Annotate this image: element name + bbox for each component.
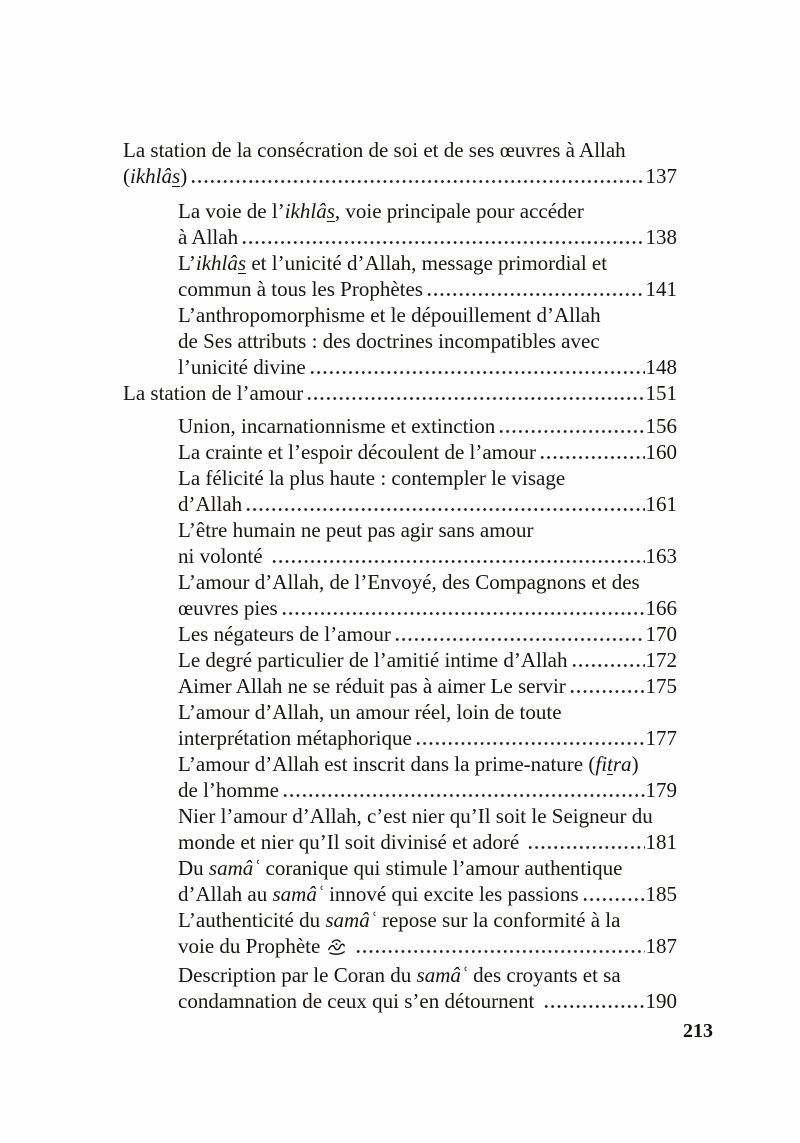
toc-text-segment: samâʿ [416, 963, 468, 987]
toc-text-segment: coranique qui stimule l’amour authentique [260, 856, 623, 880]
toc-entry-text [178, 354, 306, 380]
toc-entry-text [178, 673, 566, 699]
toc-entry-page-number: 137 [645, 164, 677, 188]
page-number-folio: 213 [683, 1020, 713, 1042]
toc-entry [123, 413, 677, 439]
toc-entry [123, 517, 677, 569]
toc-text-segment: L’anthropomorphisme et le dépouillement d’Allah [178, 303, 601, 327]
toc-entry-last-line [178, 595, 677, 621]
toc-text-segment: œuvres pies [178, 596, 278, 620]
toc-entry-page-number: 156 [645, 414, 677, 438]
toc-entry [123, 647, 677, 673]
toc-entry-text-line [178, 198, 677, 224]
dot-leader [282, 785, 645, 797]
toc-entry-text [178, 621, 391, 647]
toc-entry [123, 621, 677, 647]
toc-text-segment: La station de la consécration de soi et de ses œuvres à Allah [123, 138, 626, 162]
toc-text-segment: repose sur la conformité à la [376, 908, 621, 932]
toc-entry-text [178, 543, 268, 569]
toc-entry-text [178, 276, 423, 302]
toc-entry-text-line [178, 569, 677, 595]
toc-entry-last-line [178, 354, 677, 380]
toc-text-segment: à Allah [178, 225, 239, 249]
toc-text-segment: de Ses attributs : des doctrines incompatibles avec [178, 329, 600, 353]
toc-text-segment: Les négateurs de l’amour [178, 622, 391, 646]
toc-entry-last-line [178, 988, 677, 1014]
toc-entry-text [178, 595, 278, 621]
toc-entry-last-line [178, 491, 677, 517]
toc-entry-last-line [123, 163, 677, 189]
toc-text-segment: L’amour d’Allah, de l’Envoyé, des Compagnons et des [178, 570, 640, 594]
dot-leader [271, 551, 645, 563]
dot-leader [571, 655, 645, 667]
toc-entry-text-line [178, 907, 677, 933]
toc-entry [123, 137, 677, 189]
dot-leader [394, 629, 645, 641]
toc-text-segment: samâʿ [325, 908, 377, 932]
toc-entry-text-line [178, 302, 677, 328]
toc-text-segment: , voie principale pour accéder [334, 199, 584, 223]
toc-text-segment: ikhlâ [130, 164, 172, 188]
dot-leader [281, 603, 645, 615]
toc-entry-text [123, 380, 303, 406]
toc-entry-last-line [178, 829, 677, 855]
dot-leader [527, 837, 644, 849]
toc-entry [123, 803, 677, 855]
toc-entry-page-number: 151 [645, 381, 677, 405]
toc-entry-last-line [178, 439, 677, 465]
dot-leader [426, 284, 645, 296]
toc-entry-text [178, 829, 524, 855]
toc-entry-last-line [178, 725, 677, 751]
toc-text-segment: ikhlâ [284, 199, 327, 223]
toc-text-segment: Nier l’amour d’Allah, c’est nier qu’Il soit le Seigneur du [178, 804, 653, 828]
toc-text-segment: ) [180, 164, 188, 188]
toc-text-segment: L’ [178, 251, 196, 275]
toc-entry [123, 699, 677, 751]
toc-entry-text [123, 163, 187, 189]
dot-leader [355, 941, 645, 953]
toc-entry-page-number: 138 [645, 225, 677, 249]
toc-text-segment: ikhlâ [195, 251, 238, 275]
toc-entry-last-line [178, 543, 677, 569]
toc-entry-text [178, 224, 238, 250]
toc-entry-last-line [178, 621, 677, 647]
dot-leader [190, 171, 644, 183]
dot-leader [415, 733, 645, 745]
toc-entry-text-line [123, 137, 677, 163]
toc-entry-last-line [178, 224, 677, 250]
toc-entry-text-line [178, 699, 677, 725]
toc-entry-page-number: 170 [645, 622, 677, 646]
toc-entry [123, 439, 677, 465]
toc-entry [123, 302, 677, 380]
toc-text-segment: L’être humain ne peut pas agir sans amour [178, 518, 534, 542]
toc-text-segment: L’authenticité du [178, 908, 326, 932]
toc-text-segment: samâʿ [272, 882, 324, 906]
toc-entry [123, 465, 677, 517]
toc-text-segment: ni volonté [178, 544, 268, 568]
toc-entry [123, 673, 677, 699]
toc-text-segment: interprétation métaphorique [178, 726, 412, 750]
toc-entry-text [178, 933, 352, 962]
dot-leader [241, 232, 644, 244]
toc-text-segment: La crainte et l’espoir découlent de l’amour [178, 440, 537, 464]
toc-text-segment: voie du Prophète [178, 934, 326, 958]
toc-entry-page-number: 185 [645, 882, 677, 906]
toc-text-segment: des croyants et sa [467, 963, 621, 987]
toc-entry-text [178, 491, 242, 517]
toc-text-segment: Aimer Allah ne se réduit pas à aimer Le servir [178, 674, 566, 698]
toc-entry [123, 198, 677, 250]
toc-entry-page-number: 177 [645, 726, 677, 750]
toc-entry-last-line [178, 777, 677, 803]
toc-entry-last-line [178, 276, 677, 302]
toc-text-segment: et l’unicité d’Allah, message primordial et [246, 251, 608, 275]
toc-entry-text [178, 881, 579, 907]
toc-entry [123, 250, 677, 302]
dot-leader [306, 388, 644, 400]
toc-text-segment: commun à tous les Prophètes [178, 277, 423, 301]
toc-entry-page-number: 141 [645, 277, 677, 301]
toc-entry-text-line [178, 517, 677, 543]
dot-leader [245, 499, 644, 511]
toc-entry-last-line [178, 673, 677, 699]
toc-entry-text [178, 725, 412, 751]
toc-text-segment: monde et nier qu’Il soit divinisé et adoré [178, 830, 525, 854]
toc-text-segment: d’Allah au [178, 882, 273, 906]
toc-entry-page-number: 148 [645, 355, 677, 379]
toc-entry-last-line [178, 647, 677, 673]
dot-leader [539, 447, 644, 459]
toc-text-segment: de l’homme [178, 778, 279, 802]
toc-text-segment: s [326, 199, 335, 223]
toc-text-segment: ) [631, 752, 639, 776]
toc-entry-page-number: 166 [645, 596, 677, 620]
toc-text-segment: Description par le Coran du [178, 963, 417, 987]
toc-text-segment: Du [178, 856, 209, 880]
toc-entry-page-number: 161 [645, 492, 677, 516]
toc-entry-text-line [178, 328, 677, 354]
toc-text-segment: d’Allah [178, 492, 243, 516]
toc-entry-last-line [178, 933, 677, 962]
dot-leader [498, 421, 644, 433]
toc-entry-page-number: 179 [645, 778, 677, 802]
toc-entry-text-line [178, 751, 677, 777]
toc-entry [123, 569, 677, 621]
toc-entry-page-number: 160 [645, 440, 677, 464]
toc-entry-text [178, 988, 540, 1014]
toc-entry-page-number: 172 [645, 648, 677, 672]
toc-entry [123, 907, 677, 962]
dot-leader [309, 362, 645, 374]
toc-entry-last-line [178, 881, 677, 907]
toc-entry [123, 855, 677, 907]
toc-entry-last-line [178, 413, 677, 439]
toc-entry-last-line [123, 380, 677, 406]
toc-text-segment: Union, incarnationnisme et extinction [178, 414, 496, 438]
toc-entry-text [178, 647, 568, 673]
toc-text-segment: condamnation de ceux qui s’en détournent [178, 989, 540, 1013]
toc-text-segment: ra [612, 752, 632, 776]
toc-text-segment: ( [123, 164, 130, 188]
toc-text-segment: s [237, 251, 247, 275]
toc-text-segment: l’unicité divine [178, 355, 306, 379]
toc-entry [123, 380, 677, 406]
toc-entry-page-number: 163 [645, 544, 677, 568]
saws-calligraphy-icon [327, 936, 346, 962]
toc-entry-text [178, 439, 536, 465]
toc-entry-text-line [178, 803, 677, 829]
toc-entry [123, 751, 677, 803]
toc-text-segment: La station de l’amour [123, 381, 304, 405]
toc-text-segment: Le degré particulier de l’amitié intime d’Allah [178, 648, 568, 672]
toc-entry-page-number: 187 [645, 934, 677, 958]
toc-entry-text-line [178, 962, 677, 988]
toc-text-segment: innové qui excite les passions [323, 882, 579, 906]
dot-leader [543, 996, 645, 1008]
toc-text-segment: L’amour d’Allah, un amour réel, loin de toute [178, 700, 562, 724]
toc-text-segment: t [607, 752, 613, 776]
toc-entry-page-number: 175 [645, 674, 677, 698]
toc-text-segment: La voie de l’ [178, 199, 285, 223]
toc-text-segment: La félicité la plus haute : contempler le visage [178, 466, 566, 490]
toc-entry [123, 962, 677, 1014]
toc-entry-page-number: 190 [645, 989, 677, 1013]
toc-entry-text [178, 777, 279, 803]
dot-leader [569, 681, 645, 693]
toc-entry-text-line [178, 250, 677, 276]
toc-text-segment: s [172, 164, 181, 188]
toc-text-segment: L’amour d’Allah est inscrit dans la prime-nature ( [178, 752, 596, 776]
toc-text-segment: fi [595, 752, 608, 776]
toc-text-segment [347, 934, 352, 958]
toc-entry-text [178, 413, 495, 439]
toc-text-segment: samâʿ [208, 856, 261, 880]
table-of-contents [123, 137, 677, 1014]
toc-entry-text-line [178, 465, 677, 491]
toc-entry-text-line [178, 855, 677, 881]
dot-leader [582, 889, 645, 901]
toc-entry-page-number: 181 [645, 830, 677, 854]
